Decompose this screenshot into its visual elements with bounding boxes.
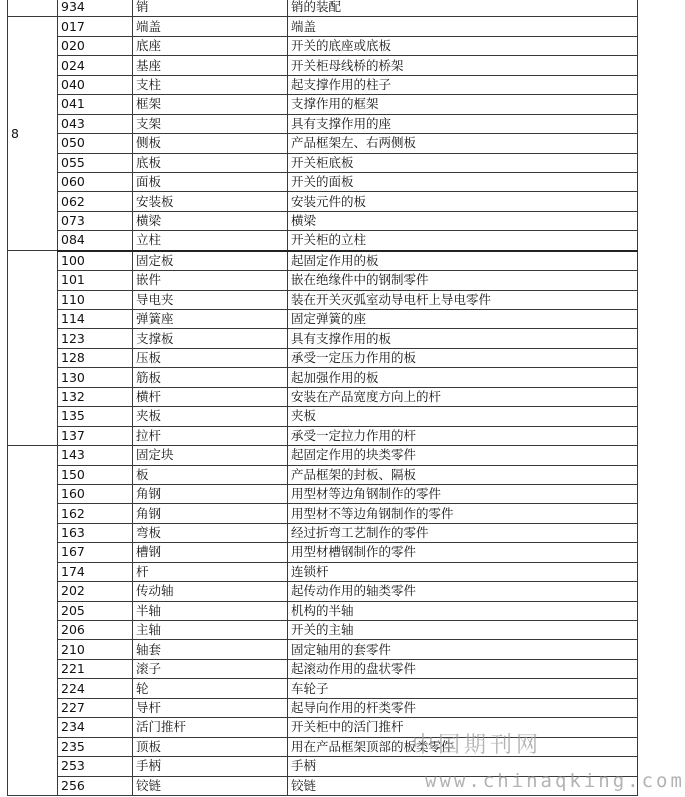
desc-cell: 产品框架左、右两侧板 bbox=[288, 134, 638, 153]
table-row bbox=[8, 114, 638, 133]
desc-cell: 起加强作用的板 bbox=[288, 368, 638, 387]
table-row bbox=[8, 310, 638, 329]
watermark-cn: 中国期刊网 bbox=[412, 733, 543, 758]
name-cell: 横梁 bbox=[133, 211, 288, 230]
desc-cell: 起支撑作用的柱子 bbox=[288, 75, 638, 94]
code-cell: 084 bbox=[58, 231, 133, 251]
name-cell: 固定块 bbox=[133, 446, 288, 465]
name-cell: 手柄 bbox=[133, 757, 288, 776]
code-cell: 202 bbox=[58, 582, 133, 601]
desc-cell: 固定弹簧的座 bbox=[288, 310, 638, 329]
name-cell: 支柱 bbox=[133, 75, 288, 94]
desc-cell: 开关的底座或底板 bbox=[288, 36, 638, 55]
code-cell: 123 bbox=[58, 329, 133, 348]
table-row bbox=[8, 387, 638, 406]
desc-cell: 开关的主轴 bbox=[288, 621, 638, 640]
code-cell: 101 bbox=[58, 271, 133, 290]
table-row bbox=[8, 718, 638, 737]
table-row bbox=[8, 698, 638, 717]
desc-cell: 开关柜中的活门推杆 bbox=[288, 718, 638, 737]
desc-cell: 车轮子 bbox=[288, 679, 638, 698]
name-cell: 底板 bbox=[133, 153, 288, 172]
table-row bbox=[8, 601, 638, 620]
code-cell: 041 bbox=[58, 95, 133, 114]
code-cell: 017 bbox=[58, 17, 133, 36]
table-row bbox=[8, 562, 638, 581]
desc-cell: 具有支撑作用的板 bbox=[288, 329, 638, 348]
desc-cell: 手柄 bbox=[288, 757, 638, 776]
code-cell: 221 bbox=[58, 659, 133, 678]
table-row bbox=[8, 231, 638, 251]
table-row bbox=[8, 329, 638, 348]
code-cell: 167 bbox=[58, 543, 133, 562]
name-cell: 弯板 bbox=[133, 523, 288, 542]
table-row bbox=[8, 504, 638, 523]
name-cell: 框架 bbox=[133, 95, 288, 114]
code-cell: 114 bbox=[58, 310, 133, 329]
code-cell: 073 bbox=[58, 211, 133, 230]
desc-cell: 承受一定拉力作用的杆 bbox=[288, 426, 638, 445]
code-cell: 100 bbox=[58, 251, 133, 271]
desc-cell: 经过折弯工艺制作的零件 bbox=[288, 523, 638, 542]
table-row bbox=[8, 659, 638, 678]
desc-cell: 嵌在绝缘件中的钢制零件 bbox=[288, 271, 638, 290]
table-row bbox=[8, 465, 638, 484]
name-cell: 轮 bbox=[133, 679, 288, 698]
code-cell: 205 bbox=[58, 601, 133, 620]
table-row bbox=[8, 153, 638, 172]
code-cell: 143 bbox=[58, 446, 133, 465]
name-cell: 压板 bbox=[133, 348, 288, 367]
name-cell: 活门推杆 bbox=[133, 718, 288, 737]
desc-cell: 用型材等边角钢制作的零件 bbox=[288, 484, 638, 503]
desc-cell: 用型材槽钢制作的零件 bbox=[288, 543, 638, 562]
code-cell: 234 bbox=[58, 718, 133, 737]
desc-cell: 机构的半轴 bbox=[288, 601, 638, 620]
name-cell: 顶板 bbox=[133, 737, 288, 756]
name-cell: 传动轴 bbox=[133, 582, 288, 601]
desc-cell: 起固定作用的块类零件 bbox=[288, 446, 638, 465]
table-row bbox=[8, 0, 638, 17]
name-cell: 销 bbox=[133, 0, 288, 17]
code-cell: 060 bbox=[58, 172, 133, 191]
table-row bbox=[8, 271, 638, 290]
code-cell: 043 bbox=[58, 114, 133, 133]
table-row bbox=[8, 134, 638, 153]
code-cell: 210 bbox=[58, 640, 133, 659]
code-cell: 174 bbox=[58, 562, 133, 581]
code-cell: 163 bbox=[58, 523, 133, 542]
code-cell: 132 bbox=[58, 387, 133, 406]
code-cell: 110 bbox=[58, 290, 133, 309]
table-row bbox=[8, 56, 638, 75]
desc-cell: 开关柜底板 bbox=[288, 153, 638, 172]
code-cell: 130 bbox=[58, 368, 133, 387]
code-cell: 253 bbox=[58, 757, 133, 776]
table-row bbox=[8, 75, 638, 94]
name-cell: 支撑板 bbox=[133, 329, 288, 348]
table-row bbox=[8, 407, 638, 426]
desc-cell: 连锁杆 bbox=[288, 562, 638, 581]
name-cell: 夹板 bbox=[133, 407, 288, 426]
table-row bbox=[8, 621, 638, 640]
table-row bbox=[8, 251, 638, 271]
name-cell: 角钢 bbox=[133, 484, 288, 503]
code-cell: 227 bbox=[58, 698, 133, 717]
name-cell: 拉杆 bbox=[133, 426, 288, 445]
parts-code-table bbox=[7, 0, 638, 796]
table-row bbox=[8, 36, 638, 55]
name-cell: 基座 bbox=[133, 56, 288, 75]
code-cell: 206 bbox=[58, 621, 133, 640]
code-cell: 050 bbox=[58, 134, 133, 153]
code-cell: 224 bbox=[58, 679, 133, 698]
desc-cell: 铰链 bbox=[288, 776, 638, 795]
name-cell: 轴套 bbox=[133, 640, 288, 659]
code-cell: 162 bbox=[58, 504, 133, 523]
desc-cell: 装在开关灭弧室动导电杆上导电零件 bbox=[288, 290, 638, 309]
name-cell: 支架 bbox=[133, 114, 288, 133]
table-row bbox=[8, 484, 638, 503]
name-cell: 铰链 bbox=[133, 776, 288, 795]
group-cell bbox=[8, 251, 58, 446]
name-cell: 侧板 bbox=[133, 134, 288, 153]
desc-cell: 支撑作用的框架 bbox=[288, 95, 638, 114]
watermark-url: www.chinaqking.com bbox=[425, 770, 685, 792]
table-row bbox=[8, 523, 638, 542]
name-cell: 底座 bbox=[133, 36, 288, 55]
table-row bbox=[8, 426, 638, 445]
desc-cell: 固定轴用的套零件 bbox=[288, 640, 638, 659]
table-row bbox=[8, 640, 638, 659]
desc-cell: 用型材不等边角钢制作的零件 bbox=[288, 504, 638, 523]
desc-cell: 起导向作用的杆类零件 bbox=[288, 698, 638, 717]
code-cell: 256 bbox=[58, 776, 133, 795]
desc-cell: 起滚动作用的盘状零件 bbox=[288, 659, 638, 678]
name-cell: 立柱 bbox=[133, 231, 288, 251]
code-cell: 055 bbox=[58, 153, 133, 172]
name-cell: 滚子 bbox=[133, 659, 288, 678]
desc-cell: 用在产品框架顶部的板类零件 bbox=[288, 737, 638, 756]
code-cell: 024 bbox=[58, 56, 133, 75]
name-cell: 安装板 bbox=[133, 192, 288, 211]
desc-cell: 夹板 bbox=[288, 407, 638, 426]
desc-cell: 开关柜母线桥的桥架 bbox=[288, 56, 638, 75]
code-cell: 235 bbox=[58, 737, 133, 756]
table-row bbox=[8, 95, 638, 114]
table-row bbox=[8, 172, 638, 191]
name-cell: 嵌件 bbox=[133, 271, 288, 290]
table-row bbox=[8, 776, 638, 795]
table-row bbox=[8, 582, 638, 601]
desc-cell: 起传动作用的轴类零件 bbox=[288, 582, 638, 601]
table-row bbox=[8, 290, 638, 309]
code-cell: 150 bbox=[58, 465, 133, 484]
table-row bbox=[8, 211, 638, 230]
table-row bbox=[8, 757, 638, 776]
table-row bbox=[8, 192, 638, 211]
name-cell: 弹簧座 bbox=[133, 310, 288, 329]
name-cell: 筋板 bbox=[133, 368, 288, 387]
name-cell: 面板 bbox=[133, 172, 288, 191]
code-cell: 128 bbox=[58, 348, 133, 367]
desc-cell: 销的装配 bbox=[288, 0, 638, 17]
name-cell: 板 bbox=[133, 465, 288, 484]
desc-cell: 具有支撑作用的座 bbox=[288, 114, 638, 133]
name-cell: 主轴 bbox=[133, 621, 288, 640]
table-row bbox=[8, 17, 638, 36]
desc-cell: 横梁 bbox=[288, 211, 638, 230]
name-cell: 端盖 bbox=[133, 17, 288, 36]
name-cell: 杆 bbox=[133, 562, 288, 581]
name-cell: 角钢 bbox=[133, 504, 288, 523]
desc-cell: 承受一定压力作用的板 bbox=[288, 348, 638, 367]
code-cell: 040 bbox=[58, 75, 133, 94]
desc-cell: 开关柜的立柱 bbox=[288, 231, 638, 251]
table-row bbox=[8, 348, 638, 367]
table-row bbox=[8, 543, 638, 562]
group-cell bbox=[8, 0, 58, 17]
code-cell: 135 bbox=[58, 407, 133, 426]
name-cell: 槽钢 bbox=[133, 543, 288, 562]
name-cell: 半轴 bbox=[133, 601, 288, 620]
name-cell: 导电夹 bbox=[133, 290, 288, 309]
desc-cell: 起固定作用的板 bbox=[288, 251, 638, 271]
desc-cell: 端盖 bbox=[288, 17, 638, 36]
table-row bbox=[8, 679, 638, 698]
name-cell: 导杆 bbox=[133, 698, 288, 717]
table-row bbox=[8, 446, 638, 465]
desc-cell: 安装元件的板 bbox=[288, 192, 638, 211]
code-cell: 062 bbox=[58, 192, 133, 211]
table-row bbox=[8, 368, 638, 387]
code-cell: 934 bbox=[58, 0, 133, 17]
code-cell: 160 bbox=[58, 484, 133, 503]
name-cell: 横杆 bbox=[133, 387, 288, 406]
name-cell: 固定板 bbox=[133, 251, 288, 271]
desc-cell: 开关的面板 bbox=[288, 172, 638, 191]
code-cell: 020 bbox=[58, 36, 133, 55]
desc-cell: 产品框架的封板、隔板 bbox=[288, 465, 638, 484]
code-cell: 137 bbox=[58, 426, 133, 445]
group-cell: 8 bbox=[8, 17, 58, 251]
desc-cell: 安装在产品宽度方向上的杆 bbox=[288, 387, 638, 406]
group-cell bbox=[8, 446, 58, 796]
table-row bbox=[8, 737, 638, 756]
